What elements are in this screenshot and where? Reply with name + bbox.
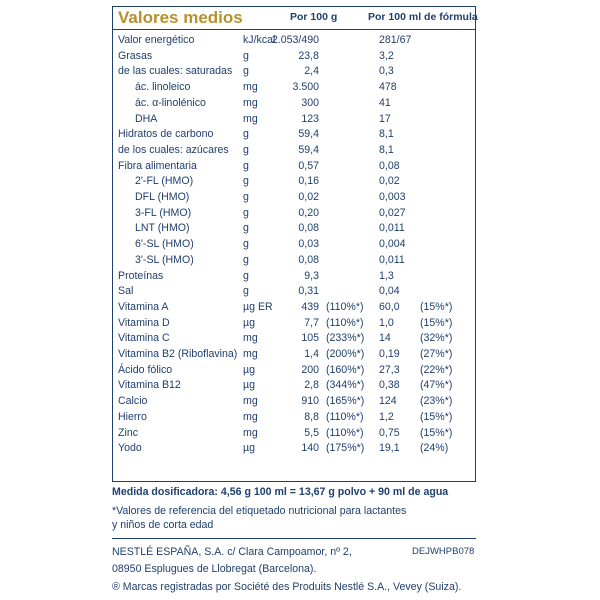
value-per-100ml: 0,3 [379, 65, 394, 78]
percent-ref-per-100g: (160%*) [326, 363, 365, 376]
nutrient-row [113, 363, 475, 378]
percent-ref-per-100g: (110%*) [326, 300, 364, 313]
percent-ref-per-100g: (200%*) [326, 348, 365, 360]
nutrient-name: Vitamina B2 (Riboflavina) [118, 348, 238, 360]
nutrient-name: Calcio [118, 395, 148, 408]
nutrient-name: Valor energético [118, 34, 195, 46]
nutrient-name: de las cuales: saturadas [118, 65, 233, 78]
nutrient-row [113, 127, 475, 142]
nutrient-name: Hierro [118, 410, 147, 423]
nutrient-name: de los cuales: azúcares [118, 143, 229, 156]
nutrient-unit: mg [243, 426, 258, 439]
nutrient-row [113, 80, 475, 95]
percent-ref-per-100ml: (27%*) [420, 348, 453, 360]
nutrient-name: Vitamina A [118, 300, 169, 313]
value-per-100g: 0,08 [298, 253, 319, 266]
value-per-100g: 0,57 [298, 159, 319, 172]
nutrient-row [113, 237, 475, 252]
nutrient-row [113, 284, 475, 299]
value-per-100ml: 0,08 [379, 159, 400, 172]
nutrient-unit: kJ/kcal [243, 34, 276, 46]
value-per-100g: 59,4 [298, 143, 319, 156]
trademark-line: ® Marcas registradas por Société des Produits Nestlé S.A., Vevey (Suiza). [112, 581, 462, 593]
nutrient-row [113, 190, 475, 205]
value-per-100g: 0,02 [298, 191, 319, 203]
percent-ref-per-100ml: (47%*) [420, 379, 453, 392]
value-per-100g: 2,4 [304, 65, 319, 78]
value-per-100ml: 8,1 [379, 128, 394, 141]
nutrient-name: Hidratos de carbono [118, 128, 214, 141]
nutrient-row [113, 96, 475, 111]
value-per-100g: 59,4 [298, 128, 319, 141]
value-per-100ml: 124 [379, 395, 397, 408]
nutrient-name: Zinc [118, 426, 139, 439]
value-per-100g: 5,5 [304, 426, 319, 439]
nutrient-row [113, 331, 475, 346]
value-per-100ml: 0,027 [379, 206, 406, 219]
value-per-100g: 9,3 [304, 269, 319, 282]
value-per-100g: 23,8 [298, 49, 319, 62]
nutrient-row [113, 143, 475, 158]
percent-ref-per-100g: (344%*) [326, 379, 365, 392]
nutrient-row [113, 49, 475, 64]
value-per-100g: 7,7 [304, 316, 319, 329]
value-per-100g: 105 [301, 332, 319, 345]
nutrient-name: 6'-SL (HMO) [135, 238, 194, 251]
value-per-100g: 2.053/490 [271, 34, 319, 46]
nutrient-name: Proteínas [118, 269, 164, 282]
value-per-100ml: 60,0 [379, 300, 400, 313]
nutrient-row [113, 253, 475, 268]
address-line-2: 08950 Esplugues de Llobregat (Barcelona). [112, 563, 317, 575]
nutrient-unit: mg [243, 410, 258, 423]
nutrient-unit: mg [243, 96, 258, 109]
value-per-100g: 8,8 [304, 410, 319, 423]
column-header-per-100g: Por 100 g [290, 11, 338, 23]
value-per-100ml: 14 [379, 332, 391, 345]
value-per-100ml: 0,75 [379, 426, 400, 439]
nutrient-row [113, 33, 475, 48]
column-header-per-100ml: Por 100 ml de fórmula [368, 11, 478, 23]
value-per-100ml: 0,38 [379, 379, 400, 392]
nutrient-unit: µg [243, 379, 255, 392]
nutrient-row [113, 394, 475, 409]
nutrient-unit: g [243, 238, 249, 251]
nutrient-row [113, 300, 475, 315]
value-per-100ml: 1,2 [379, 410, 394, 423]
percent-ref-per-100ml: (15%*) [420, 316, 453, 329]
nutrient-unit: mg [243, 112, 258, 125]
percent-ref-per-100g: (110%*) [326, 410, 364, 423]
nutrient-row [113, 64, 475, 79]
value-per-100ml: 17 [379, 112, 391, 125]
nutrient-name: 3'-SL (HMO) [135, 253, 194, 266]
nutrient-unit: g [243, 159, 249, 172]
reference-note-line-2: y niños de corta edad [112, 519, 214, 531]
value-per-100g: 910 [301, 395, 319, 408]
nutrient-row [113, 347, 475, 362]
value-per-100ml: 0,011 [379, 222, 405, 235]
value-per-100ml: 0,011 [379, 253, 405, 266]
value-per-100g: 0,08 [298, 222, 319, 235]
nutrient-unit: µg ER [243, 300, 273, 313]
value-per-100g: 0,16 [298, 175, 319, 188]
table-title: Valores medios [118, 8, 243, 27]
value-per-100g: 439 [301, 300, 319, 313]
nutrient-unit: µg [243, 363, 255, 376]
percent-ref-per-100g: (110%*) [326, 316, 364, 329]
nutrient-row [113, 426, 475, 441]
nutrient-row [113, 378, 475, 393]
value-per-100ml: 19,1 [379, 442, 400, 455]
nutrient-name: Sal [118, 285, 134, 298]
nutrient-unit: g [243, 175, 249, 188]
nutrient-row [113, 221, 475, 236]
value-per-100ml: 41 [379, 96, 391, 109]
nutrient-unit: g [243, 222, 249, 235]
value-per-100ml: 0,004 [379, 238, 406, 251]
nutrient-unit: g [243, 269, 249, 282]
nutrient-name: 2'-FL (HMO) [135, 175, 194, 188]
nutrient-unit: g [243, 253, 249, 266]
nutrient-unit: g [243, 143, 249, 156]
nutrient-unit: µg [243, 316, 255, 329]
percent-ref-per-100ml: (22%*) [420, 363, 453, 376]
value-per-100g: 3.500 [292, 81, 319, 94]
nutrient-unit: µg [243, 442, 255, 455]
nutrient-name: DFL (HMO) [135, 191, 190, 203]
nutrient-name: Vitamina D [118, 316, 170, 329]
nutrient-unit: g [243, 49, 249, 62]
nutrient-name: Yodo [118, 442, 142, 455]
value-per-100g: 0,31 [298, 285, 319, 298]
reference-note-line-1: *Valores de referencia del etiquetado nutricional para lactantes [112, 505, 407, 517]
percent-ref-per-100g: (233%*) [326, 332, 365, 345]
percent-ref-per-100ml: (23%*) [420, 395, 453, 408]
value-per-100ml: 0,19 [379, 348, 400, 360]
nutrient-unit: mg [243, 81, 258, 94]
value-per-100ml: 478 [379, 81, 397, 94]
nutrient-row [113, 441, 475, 456]
value-per-100g: 0,03 [298, 238, 319, 251]
nutrient-row [113, 316, 475, 331]
nutrient-unit: g [243, 191, 249, 203]
nutrient-name: Grasas [118, 49, 153, 62]
nutrient-name: Vitamina B12 [118, 379, 181, 392]
footer-divider [112, 538, 476, 539]
nutrient-name: ác. α-linolénico [135, 96, 206, 109]
nutrient-row [113, 206, 475, 221]
nutrient-name: ác. linoleico [135, 81, 191, 94]
percent-ref-per-100ml: (15%*) [420, 300, 453, 313]
dosage-text: Medida dosificadora: 4,56 g 100 ml = 13,67 g polvo + 90 ml de agua [112, 486, 449, 498]
nutrient-row [113, 269, 475, 284]
value-per-100g: 1,4 [304, 348, 319, 360]
nutrient-unit: mg [243, 348, 258, 360]
value-per-100ml: 281/67 [379, 34, 412, 46]
nutrient-row [113, 174, 475, 189]
nutrient-name: Ácido fólico [118, 363, 173, 376]
value-per-100g: 300 [301, 96, 319, 109]
value-per-100ml: 0,02 [379, 175, 400, 188]
nutrient-row [113, 159, 475, 174]
value-per-100ml: 27,3 [379, 363, 400, 376]
percent-ref-per-100g: (165%*) [326, 395, 365, 408]
value-per-100ml: 3,2 [379, 49, 394, 62]
nutrition-table [112, 6, 476, 482]
value-per-100g: 140 [301, 442, 319, 455]
percent-ref-per-100ml: (15%*) [420, 426, 453, 439]
nutrient-unit: g [243, 285, 249, 298]
header-divider [113, 29, 475, 30]
value-per-100ml: 1,0 [379, 316, 394, 329]
nutrient-name: LNT (HMO) [135, 222, 190, 235]
nutrient-unit: g [243, 206, 249, 219]
nutrient-name: Vitamina C [118, 332, 170, 345]
value-per-100g: 0,20 [298, 206, 319, 219]
nutrient-name: Fibra alimentaria [118, 159, 197, 172]
nutrient-row [113, 112, 475, 127]
value-per-100ml: 8,1 [379, 143, 394, 156]
percent-ref-per-100g: (175%*) [326, 442, 365, 455]
nutrient-unit: g [243, 65, 249, 78]
value-per-100g: 200 [301, 363, 319, 376]
percent-ref-per-100g: (110%*) [326, 426, 364, 439]
value-per-100ml: 0,04 [379, 285, 400, 298]
address-line-1: NESTLÉ ESPAÑA, S.A. c/ Clara Campoamor, nº 2, [112, 546, 352, 558]
nutrient-unit: mg [243, 395, 258, 408]
percent-ref-per-100ml: (32%*) [420, 332, 453, 345]
value-per-100g: 2,8 [304, 379, 319, 392]
value-per-100g: 123 [301, 112, 319, 125]
value-per-100ml: 1,3 [379, 269, 394, 282]
nutrient-unit: mg [243, 332, 258, 345]
nutrient-name: 3-FL (HMO) [135, 206, 192, 219]
table-header [113, 7, 478, 29]
nutrient-row [113, 410, 475, 425]
percent-ref-per-100ml: (15%*) [420, 410, 453, 423]
nutrient-name: DHA [135, 112, 158, 125]
nutrient-unit: g [243, 128, 249, 141]
value-per-100ml: 0,003 [379, 191, 406, 203]
percent-ref-per-100ml: (24%) [420, 442, 449, 455]
product-code: DEJWHPB078 [412, 546, 475, 557]
